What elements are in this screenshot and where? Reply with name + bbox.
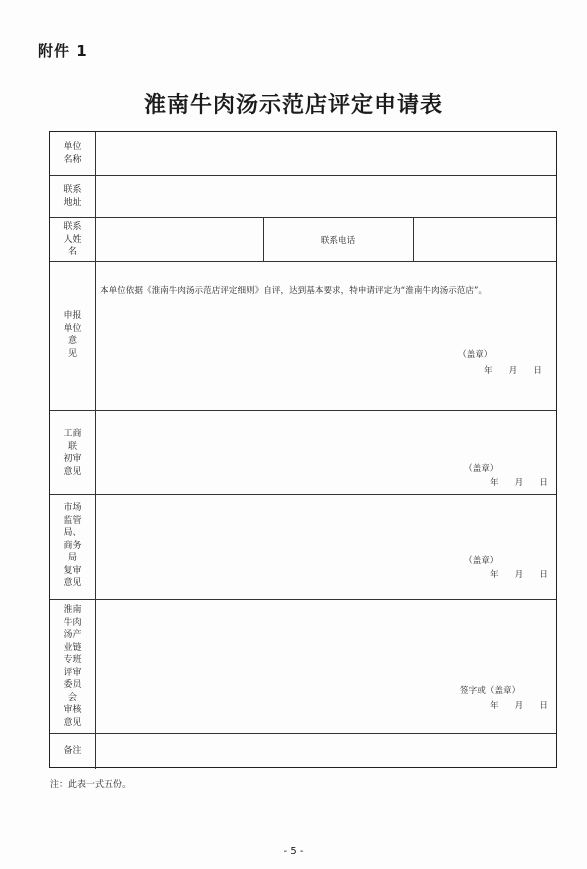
label-contact-name: 联系 人姓 名 <box>63 222 82 257</box>
label-icc-opinion: 工商 联 初审 意见 <box>63 429 82 477</box>
row-divider <box>50 410 556 411</box>
date-market: 年 月 日 <box>490 570 548 580</box>
page-number: - 5 - <box>283 846 304 857</box>
row-divider <box>50 261 556 262</box>
label-contact-phone: 联系电话 <box>320 236 356 246</box>
row-divider <box>50 494 556 495</box>
cell-divider <box>413 217 414 261</box>
attachment-label: 附件 1 <box>38 42 88 60</box>
seal-market: （盖章） <box>464 556 499 566</box>
sign-seal-committee: 签字或（盖章） <box>460 686 521 696</box>
date-committee: 年 月 日 <box>490 701 548 711</box>
row-divider <box>50 217 556 218</box>
label-applicant-opinion: 申报 单位 意 见 <box>63 311 82 359</box>
label-contact-address: 联系 地址 <box>63 185 82 208</box>
row-divider <box>50 175 556 176</box>
label-market-opinion: 市场 监管 局、 商务 局 复审 意见 <box>63 503 82 588</box>
row-divider <box>50 599 556 600</box>
label-unit-name: 单位 名称 <box>63 142 82 165</box>
seal-icc: （盖章） <box>464 464 499 474</box>
row-divider <box>50 733 556 734</box>
label-column-divider <box>95 132 96 769</box>
footnote: 注：此表一式五份。 <box>50 780 132 790</box>
application-form <box>49 131 557 768</box>
seal-applicant: （盖章） <box>458 350 493 360</box>
label-remarks: 备注 <box>63 746 82 756</box>
label-committee-opinion: 淮南 牛肉 汤产 业链 专班 评审 委员 会 审核 意见 <box>63 605 82 728</box>
form-title: 淮南牛肉汤示范店评定申请表 <box>143 92 443 118</box>
date-applicant: 年 月 日 <box>484 366 542 376</box>
applicant-statement: 本单位依据《淮南牛肉汤示范店评定细则》自评，达到基本要求，特申请评定为“淮南牛肉汤示范店”。 <box>100 286 488 296</box>
date-icc: 年 月 日 <box>490 478 548 488</box>
